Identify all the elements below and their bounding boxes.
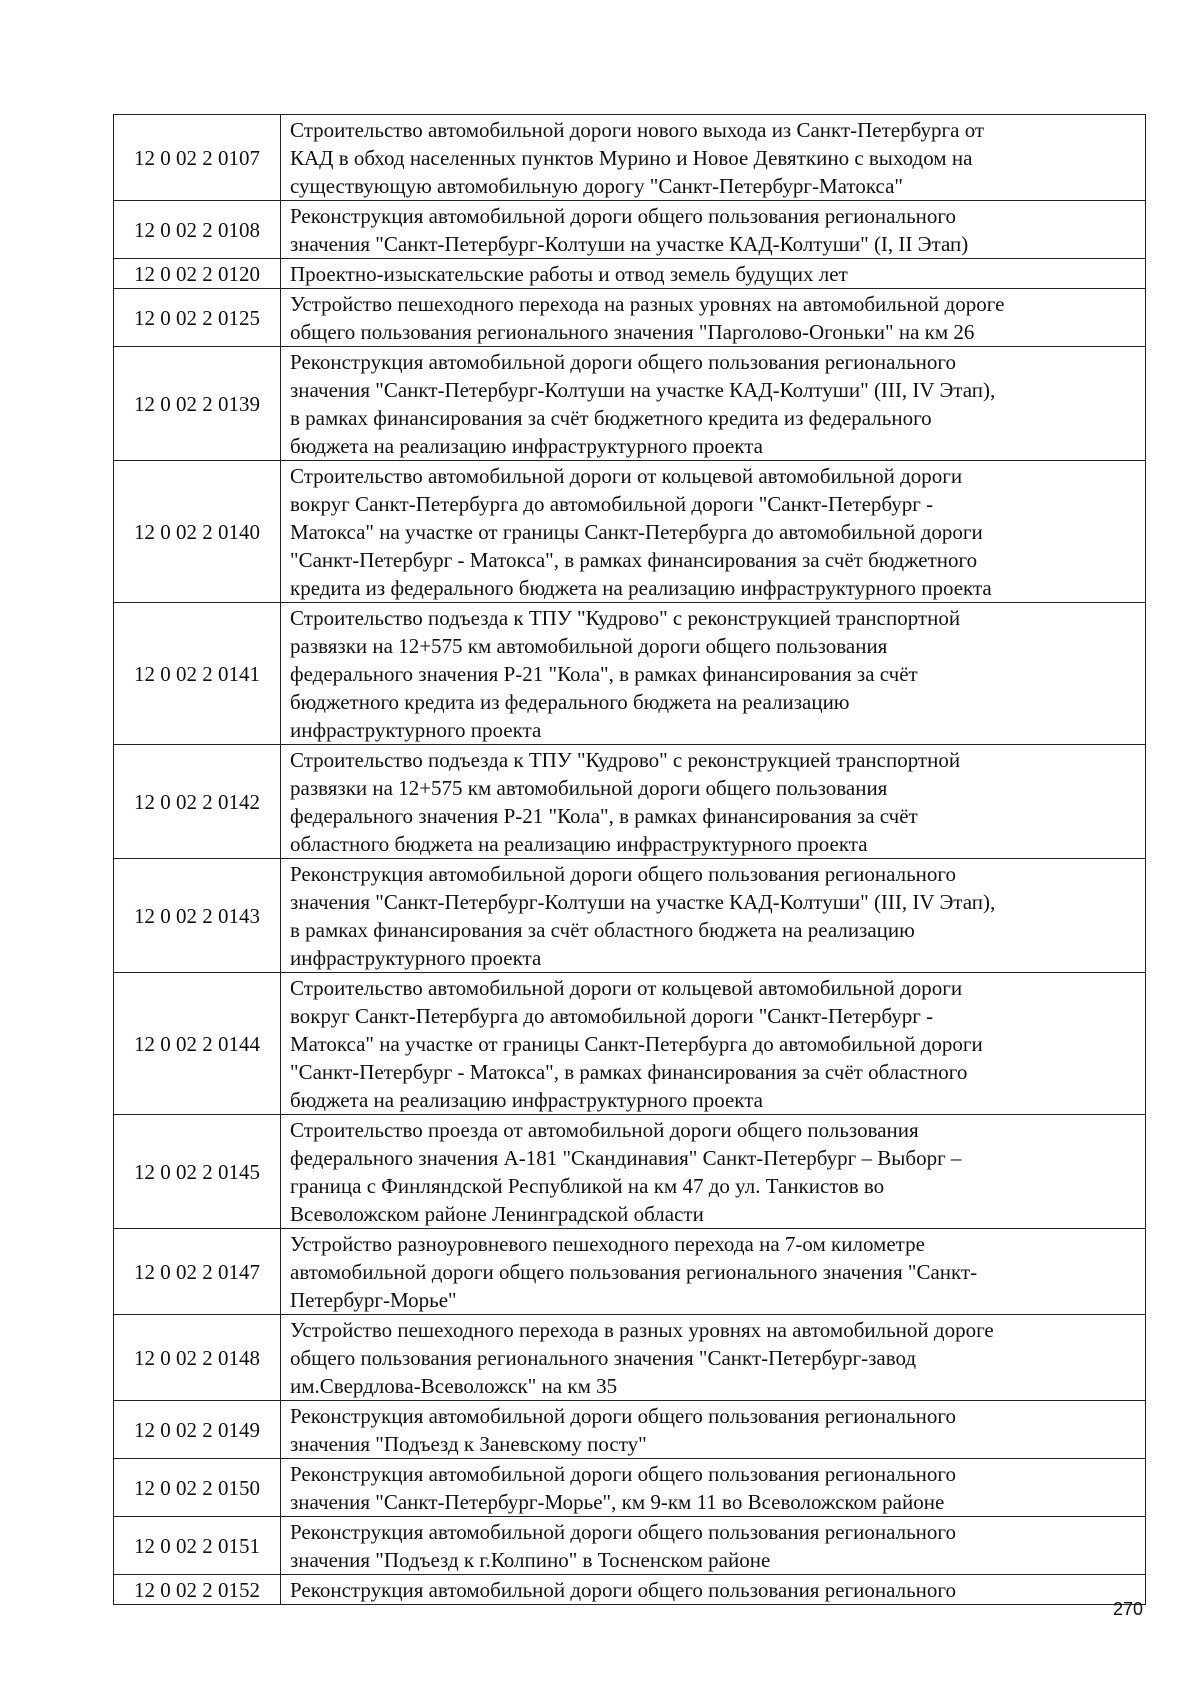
table-row <box>114 461 1146 603</box>
description-line: Реконструкция автомобильной дороги общего пользования регионального <box>290 203 957 228</box>
description-cell <box>281 1315 1146 1401</box>
description-line: в рамках финансирования за счёт областного бюджета на реализацию <box>290 917 915 942</box>
description-line: Устройство пешеходного перехода на разных уровнях на автомобильной дороге <box>290 291 1005 316</box>
description-line: Строительство автомобильной дороги от кольцевой автомобильной дороги <box>290 463 963 488</box>
description-cell <box>281 259 1146 289</box>
description-line: Строительство подъезда к ТПУ "Кудрово" с реконструкцией транспортной <box>290 605 961 630</box>
description-line: им.Свердлова-Всеволожск" на км 35 <box>290 1373 618 1398</box>
budget-code-cell: 12 0 02 2 0125 <box>114 289 281 347</box>
description-cell <box>281 1401 1146 1459</box>
description-line: Реконструкция автомобильной дороги общего пользования регионального <box>290 349 957 374</box>
description-cell <box>281 1229 1146 1315</box>
table-row <box>114 603 1146 745</box>
description-line: бюджета на реализацию инфраструктурного проекта <box>290 1087 763 1112</box>
description-line: Строительство проезда от автомобильной дороги общего пользования <box>290 1117 919 1142</box>
table-row <box>114 347 1146 461</box>
description-line: в рамках финансирования за счёт бюджетного кредита из федерального <box>290 405 932 430</box>
description-line: развязки на 12+575 км автомобильной дороги общего пользования <box>290 633 888 658</box>
description-cell <box>281 201 1146 259</box>
budget-code-cell: 12 0 02 2 0145 <box>114 1115 281 1229</box>
description-line: Матокса" на участке от границы Санкт-Петербурга до автомобильной дороги <box>290 519 983 544</box>
description-cell <box>281 1459 1146 1517</box>
description-line: бюджетного кредита из федерального бюджета на реализацию <box>290 689 850 714</box>
budget-code-cell: 12 0 02 2 0143 <box>114 859 281 973</box>
description-line: общего пользования регионального значения "Санкт-Петербург-завод <box>290 1345 917 1370</box>
description-cell <box>281 859 1146 973</box>
description-line: Строительство автомобильной дороги от кольцевой автомобильной дороги <box>290 975 963 1000</box>
budget-code-cell: 12 0 02 2 0108 <box>114 201 281 259</box>
description-cell <box>281 1575 1146 1605</box>
description-line: вокруг Санкт-Петербурга до автомобильной дороги "Санкт-Петербург - <box>290 491 934 516</box>
table-row <box>114 1575 1146 1605</box>
description-line: Всеволожском районе Ленинградской области <box>290 1201 704 1226</box>
description-line: развязки на 12+575 км автомобильной дороги общего пользования <box>290 775 888 800</box>
table-row <box>114 1459 1146 1517</box>
table-row <box>114 115 1146 201</box>
description-cell <box>281 461 1146 603</box>
description-line: кредита из федерального бюджета на реализацию инфраструктурного проекта <box>290 575 992 600</box>
description-line: областного бюджета на реализацию инфраструктурного проекта <box>290 831 868 856</box>
description-line: федерального значения Р-21 "Кола", в рамках финансирования за счёт <box>290 803 918 828</box>
table-row <box>114 201 1146 259</box>
description-cell <box>281 1517 1146 1575</box>
description-line: Строительство подъезда к ТПУ "Кудрово" с реконструкцией транспортной <box>290 747 961 772</box>
table-row <box>114 745 1146 859</box>
description-cell <box>281 973 1146 1115</box>
budget-code-table <box>113 114 1146 1605</box>
description-line: Строительство автомобильной дороги нового выхода из Санкт-Петербурга от <box>290 117 985 142</box>
description-line: "Санкт-Петербург - Матокса", в рамках финансирования за счёт бюджетного <box>290 547 978 572</box>
description-line: Устройство пешеходного перехода в разных уровнях на автомобильной дороге <box>290 1317 994 1342</box>
description-line: Матокса" на участке от границы Санкт-Петербурга до автомобильной дороги <box>290 1031 983 1056</box>
description-line: Реконструкция автомобильной дороги общего пользования регионального <box>290 1403 957 1428</box>
description-cell <box>281 115 1146 201</box>
budget-code-cell: 12 0 02 2 0151 <box>114 1517 281 1575</box>
budget-code-cell: 12 0 02 2 0149 <box>114 1401 281 1459</box>
description-line: Реконструкция автомобильной дороги общего пользования регионального <box>290 861 957 886</box>
budget-code-cell: 12 0 02 2 0141 <box>114 603 281 745</box>
description-line: граница с Финляндской Республикой на км 47 до ул. Танкистов во <box>290 1173 885 1198</box>
description-line: "Санкт-Петербург - Матокса", в рамках финансирования за счёт областного <box>290 1059 968 1084</box>
table-row <box>114 1229 1146 1315</box>
description-line: значения "Санкт-Петербург-Морье", км 9-км 11 во Всеволожском районе <box>290 1489 945 1514</box>
description-line: инфраструктурного проекта <box>290 717 542 742</box>
description-cell <box>281 289 1146 347</box>
budget-code-cell: 12 0 02 2 0120 <box>114 259 281 289</box>
description-line: значения "Подъезд к г.Колпино" в Тосненском районе <box>290 1547 771 1572</box>
description-line: значения "Санкт-Петербург-Колтуши на участке КАД-Колтуши" (III, IV Этап), <box>290 889 996 914</box>
description-line: общего пользования регионального значения "Парголово-Огоньки" на км 26 <box>290 319 975 344</box>
description-line: существующую автомобильную дорогу "Санкт-Петербург-Матокса" <box>290 173 903 198</box>
description-line: значения "Санкт-Петербург-Колтуши на участке КАД-Колтуши" (III, IV Этап), <box>290 377 996 402</box>
budget-code-cell: 12 0 02 2 0107 <box>114 115 281 201</box>
budget-code-cell: 12 0 02 2 0139 <box>114 347 281 461</box>
budget-code-cell: 12 0 02 2 0152 <box>114 1575 281 1605</box>
budget-code-cell: 12 0 02 2 0147 <box>114 1229 281 1315</box>
description-line: бюджета на реализацию инфраструктурного проекта <box>290 433 763 458</box>
description-line: федерального значения Р-21 "Кола", в рамках финансирования за счёт <box>290 661 918 686</box>
description-cell <box>281 745 1146 859</box>
table-row <box>114 973 1146 1115</box>
table-row <box>114 859 1146 973</box>
budget-code-cell: 12 0 02 2 0142 <box>114 745 281 859</box>
budget-code-cell: 12 0 02 2 0144 <box>114 973 281 1115</box>
table-row <box>114 289 1146 347</box>
table-row <box>114 1401 1146 1459</box>
description-line: Устройство разноуровневого пешеходного перехода на 7-ом километре <box>290 1231 925 1256</box>
table-row <box>114 1115 1146 1229</box>
description-line: значения "Подъезд к Заневскому посту" <box>290 1431 647 1456</box>
description-line: Реконструкция автомобильной дороги общего пользования регионального <box>290 1461 957 1486</box>
table-row <box>114 259 1146 289</box>
description-line: КАД в обход населенных пунктов Мурино и Новое Девяткино с выходом на <box>290 145 973 170</box>
description-line: Проектно-изыскательские работы и отвод земель будущих лет <box>290 261 848 286</box>
description-line: инфраструктурного проекта <box>290 945 542 970</box>
description-cell <box>281 1115 1146 1229</box>
budget-code-cell: 12 0 02 2 0148 <box>114 1315 281 1401</box>
budget-code-cell: 12 0 02 2 0140 <box>114 461 281 603</box>
table-row <box>114 1315 1146 1401</box>
description-cell <box>281 347 1146 461</box>
description-line: федерального значения А-181 "Скандинавия" Санкт-Петербург – Выборг – <box>290 1145 962 1170</box>
description-line: значения "Санкт-Петербург-Колтуши на участке КАД-Колтуши" (I, II Этап) <box>290 231 969 256</box>
budget-code-cell: 12 0 02 2 0150 <box>114 1459 281 1517</box>
description-line: Реконструкция автомобильной дороги общего пользования регионального <box>290 1577 957 1602</box>
description-line: вокруг Санкт-Петербурга до автомобильной дороги "Санкт-Петербург - <box>290 1003 934 1028</box>
table-row <box>114 1517 1146 1575</box>
description-cell <box>281 603 1146 745</box>
description-line: Петербург-Морье" <box>290 1287 457 1312</box>
description-line: автомобильной дороги общего пользования регионального значения "Санкт- <box>290 1259 978 1284</box>
description-line: Реконструкция автомобильной дороги общего пользования регионального <box>290 1519 957 1544</box>
page-number: 270 <box>1113 1599 1144 1619</box>
table-body <box>114 115 1146 1605</box>
